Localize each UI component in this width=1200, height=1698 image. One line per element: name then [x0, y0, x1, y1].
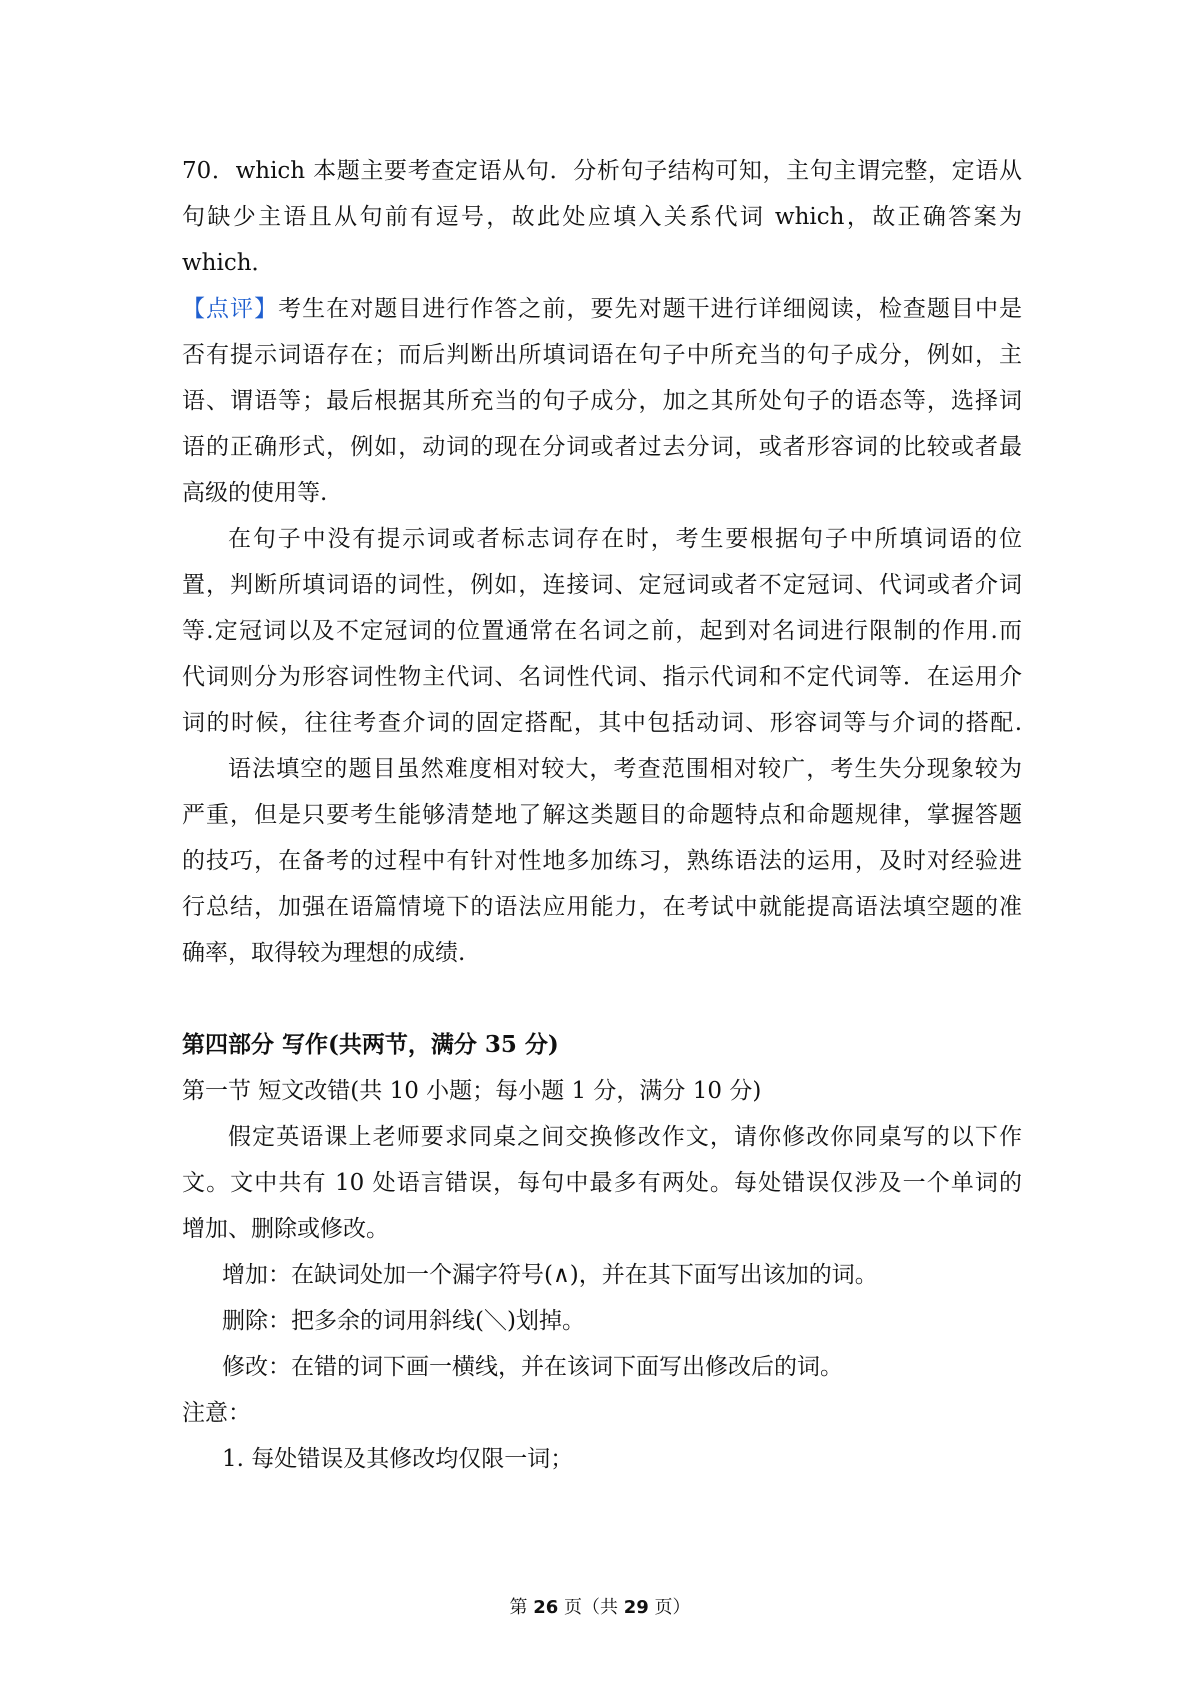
answer-70-line-1: 70．which 本题主要考查定语从句．分析句子结构可知，主句主谓完整，定语从 [182, 158, 1022, 184]
para3-line-2: 严重，但是只要考生能够清楚地了解这类题目的命题特点和命题规律，掌握答题 [182, 802, 1022, 828]
footer-suffix: 页） [648, 1597, 691, 1618]
section1-heading: 第一节 短文改错(共 10 小题；每小题 1 分，满分 10 分) [182, 1078, 762, 1104]
para2-line-4: 代词则分为形容词性物主代词、名词性代词、指示代词和不定代词等．在运用介 [182, 664, 1022, 690]
para3-line-4: 行总结，加强在语篇情境下的语法应用能力，在考试中就能提高语法填空题的准 [182, 894, 1022, 920]
footer-page-number: 26 [533, 1597, 559, 1618]
note-item-1: 1. 每处错误及其修改均仅限一词； [222, 1446, 574, 1472]
comment-line-1-text: 考生在对题目进行作答之前，要先对题干进行详细阅读，检查题目中是 [278, 296, 1023, 322]
answer-70-line-3: which． [182, 250, 275, 276]
instructions-line-3: 增加、删除或修改。 [182, 1216, 389, 1242]
para3-line-3: 的技巧，在备考的过程中有针对性地多加练习，熟练语法的运用，及时对经验进 [182, 848, 1022, 874]
section-spacer [182, 976, 1022, 1022]
para2-line-5: 词的时候，往往考查介词的固定搭配，其中包括动词、形容词等与介词的搭配. [182, 710, 1022, 736]
para2-line-2: 置，判断所填词语的词性，例如，连接词、定冠词或者不定冠词、代词或者介词 [182, 572, 1022, 598]
comment-line-1 [182, 286, 1022, 332]
comment-line-5: 高级的使用等. [182, 480, 328, 506]
comment-line-2: 否有提示词语存在；而后判断出所填词语在句子中所充当的句子成分，例如，主 [182, 342, 1022, 368]
footer-total-pages: 29 [623, 1597, 649, 1618]
footer-middle: 页（共 [558, 1597, 624, 1618]
para3-line-1: 语法填空的题目虽然难度相对较大，考查范围相对较广，考生失分现象较为 [228, 756, 1022, 782]
page-footer [0, 1596, 1200, 1620]
para3-line-5: 确率，取得较为理想的成绩. [182, 940, 466, 966]
answer-70-line-2: 句缺少主语且从句前有逗号，故此处应填入关系代词 which，故正确答案为 [182, 204, 1022, 230]
para2-line-3: 等.定冠词以及不定冠词的位置通常在名词之前，起到对名词进行限制的作用.而 [182, 618, 1022, 644]
part4-heading: 第四部分 写作(共两节，满分 35 分) [182, 1031, 559, 1058]
instructions-line-1: 假定英语课上老师要求同桌之间交换修改作文，请你修改你同桌写的以下作 [228, 1124, 1022, 1150]
comment-tag: 【点评】 [182, 296, 279, 322]
para2-line-1: 在句子中没有提示词或者标志词存在时，考生要根据句子中所填词语的位 [228, 526, 1022, 552]
rule-add: 增加：在缺词处加一个漏字符号(∧)，并在其下面写出该加的词。 [222, 1262, 878, 1288]
comment-line-3: 语、谓语等；最后根据其所充当的句子成分，加之其所处句子的语态等，选择词 [182, 388, 1022, 414]
comment-line-4: 语的正确形式，例如，动词的现在分词或者过去分词，或者形容词的比较或者最 [182, 434, 1022, 460]
rule-delete: 删除：把多余的词用斜线(＼)划掉。 [222, 1308, 585, 1334]
footer-prefix: 第 [509, 1597, 534, 1618]
page-content [182, 148, 1022, 1482]
rule-modify: 修改：在错的词下画一横线，并在该词下面写出修改后的词。 [222, 1354, 843, 1380]
instructions-line-2: 文。文中共有 10 处语言错误，每句中最多有两处。每处错误仅涉及一个单词的 [182, 1170, 1022, 1196]
note-heading: 注意： [182, 1400, 251, 1426]
